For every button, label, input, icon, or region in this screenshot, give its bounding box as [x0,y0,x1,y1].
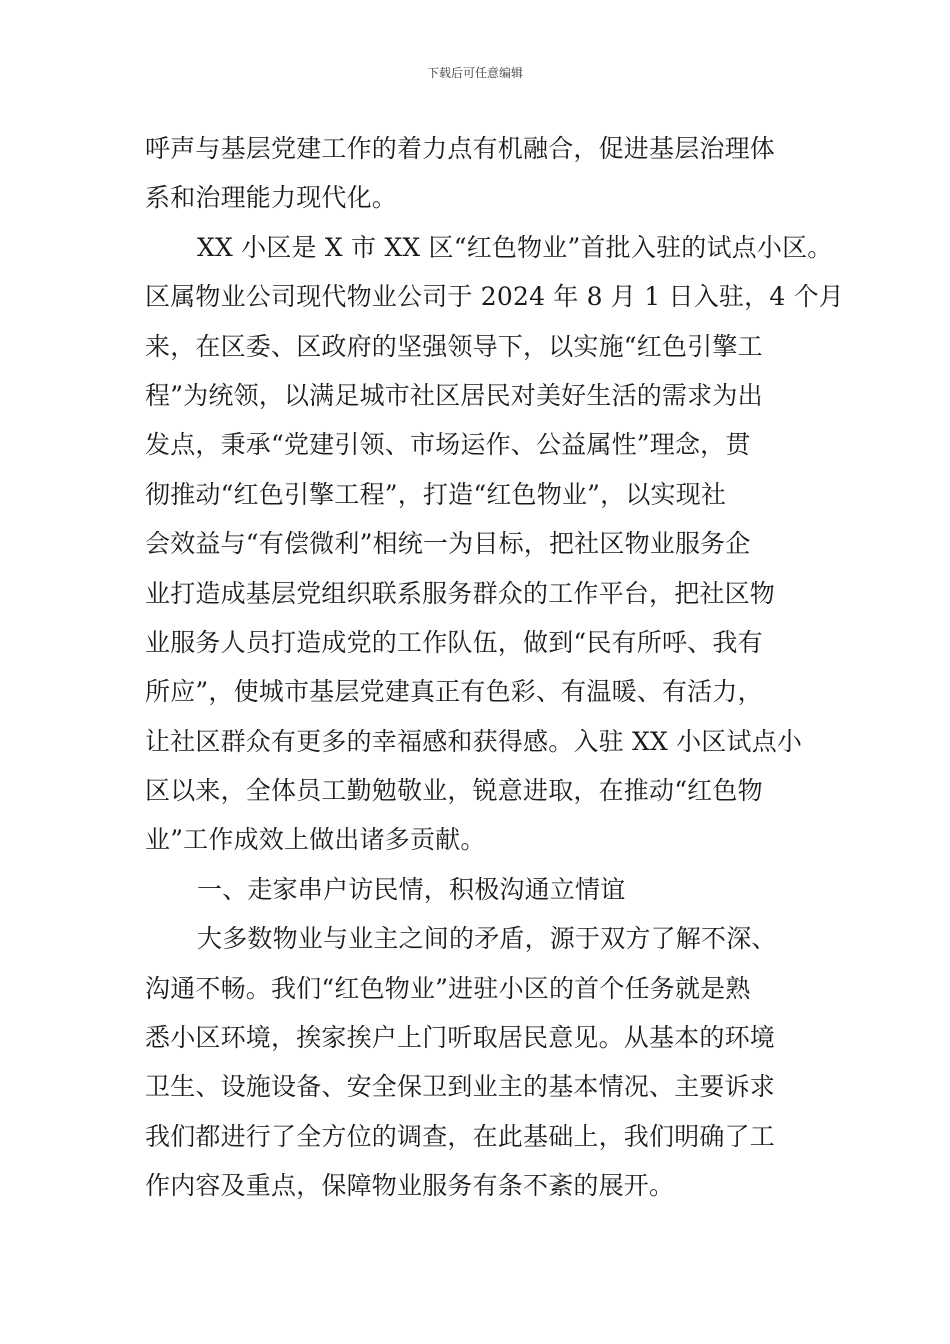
text-line: 我们都进行了全方位的调查，在此基础上，我们明确了工 [145,1121,776,1151]
text-line: 系和治理能力现代化。 [145,183,398,213]
text-line: 沟通不畅。我们“红色物业”进驻小区的首个任务就是熟 [145,973,751,1003]
text-line: 让社区群众有更多的幸福感和获得感。入驻 XX 小区试点小 [145,726,803,756]
text-line: 区属物业公司现代物业公司于 2024 年 8 月 1 日入驻，4 个月 [145,282,844,312]
text-line: 业打造成基层党组织联系服务群众的工作平台，把社区物 [145,578,776,608]
text-line: 作内容及重点，保障物业服务有条不紊的展开。 [145,1171,675,1201]
text-line: 会效益与“有偿微利”相统一为目标，把社区物业服务企 [145,529,751,559]
text-line: 彻推动“红色引擎工程”，打造“红色物业”，以实现社 [145,479,727,509]
text-line: 区以来，全体员工勤勉敬业，锐意进取，在推动“红色物 [145,776,763,806]
text-line: 程”为统领，以满足城市社区居民对美好生活的需求为出 [145,380,763,410]
text-line: 卫生、设施设备、安全保卫到业主的基本情况、主要诉求 [145,1072,776,1102]
text-line: 业”工作成效上做出诸多贡献。 [145,825,486,855]
paragraph-first-line: 一、走家串户访民情，积极沟通立情谊 [197,874,626,904]
text-line: 发点，秉承“党建引领、市场运作、公益属性”理念，贯 [145,430,751,460]
text-line: 所应”，使城市基层党建真正有色彩、有温暖、有活力， [145,677,763,707]
document-body [145,124,844,1211]
paragraph-first-line: XX 小区是 X 市 XX 区“红色物业”首批入驻的试点小区。 [197,232,833,262]
page-header: 下载后可任意编辑 [426,66,523,80]
text-line: 悉小区环境，挨家挨户上门听取居民意见。从基本的环境 [145,1023,776,1053]
text-line: 呼声与基层党建工作的着力点有机融合，促进基层治理体 [145,134,776,163]
paragraph-first-line: 大多数物业与业主之间的矛盾，源于双方了解不深、 [197,924,777,954]
text-line: 业服务人员打造成党的工作队伍，做到“民有所呼、我有 [145,627,763,657]
text-line: 来，在区委、区政府的坚强领导下，以实施“红色引擎工 [145,331,763,361]
